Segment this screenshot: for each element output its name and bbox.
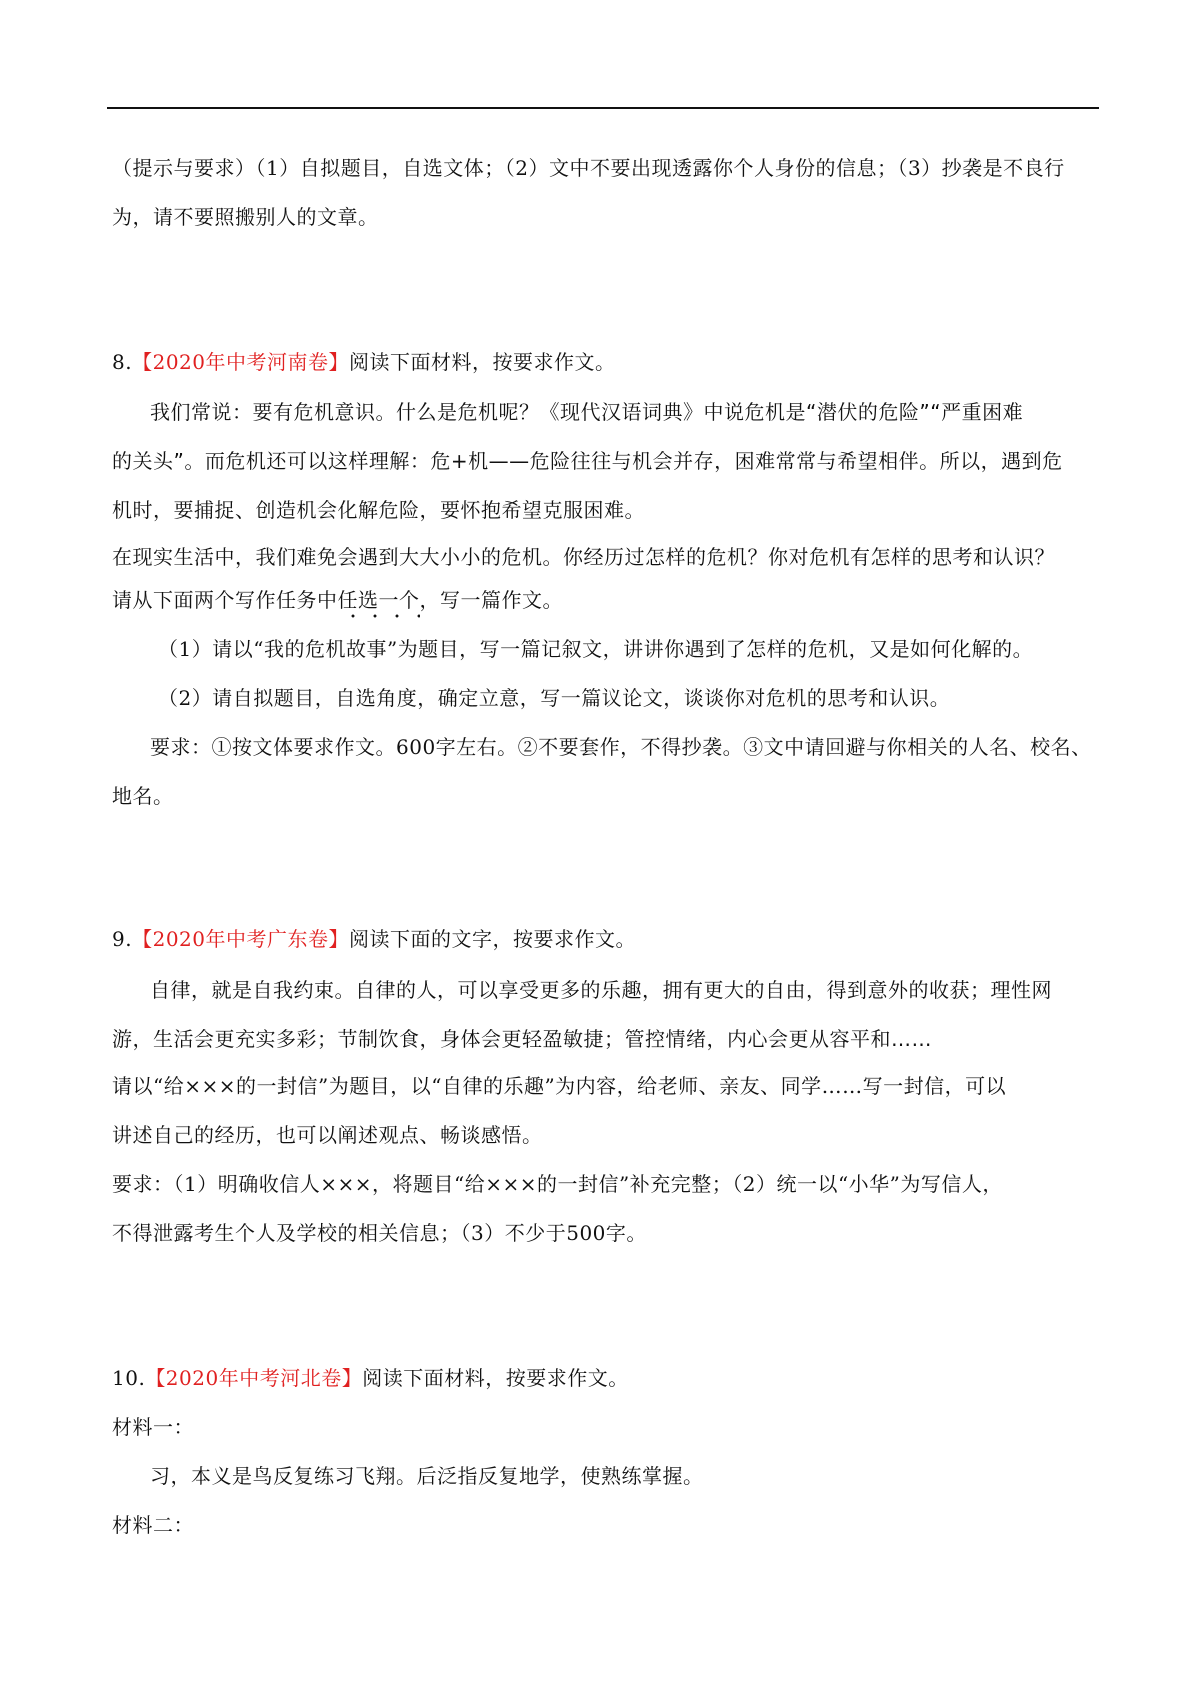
q10-material-label-2: 材料二： — [112, 1513, 194, 1537]
q8-prompt-part-a: 请从下面两个写作任务中 — [112, 588, 338, 612]
q8-requirement-line-1: 要求：①按文体要求作文。600字左右。②不要套作，不得抄袭。③文中请回避与你相关的人名、校名、 — [150, 735, 1092, 759]
q8-emphasis-text: 任选一个 — [337, 588, 420, 612]
q9-requirement-line-2: 不得泄露考生个人及学校的相关信息；（3）不少于500字。 — [112, 1221, 647, 1245]
intro-line-2: 为，请不要照搬别人的文章。 — [112, 205, 379, 229]
q10-material-label-1: 材料一： — [112, 1415, 194, 1439]
q8-number: 8. — [112, 350, 133, 374]
q8-prompt: 阅读下面材料，按要求作文。 — [349, 350, 616, 374]
q9-heading — [112, 925, 636, 953]
q8-material-line-2: 的关头”。而危机还可以这样理解：危+机——危险往往与机会并存，困难常常与希望相伴。所以，遇到危 — [112, 449, 1063, 473]
q8-prompt-line-1: 在现实生活中，我们难免会遇到大大小小的危机。你经历过怎样的危机？你对危机有怎样的思考和认识？ — [112, 545, 1055, 569]
q9-prompt-line-2: 讲述自己的经历，也可以阐述观点、畅谈感悟。 — [112, 1123, 543, 1147]
q10-number: 10. — [112, 1366, 146, 1390]
q9-requirement-line-1: 要求：（1）明确收信人×××，将题目“给×××的一封信”补充完整；（2）统一以“小华”为写信人， — [112, 1172, 1003, 1196]
q9-prompt: 阅读下面的文字，按要求作文。 — [349, 927, 636, 951]
q9-material-line-2: 游，生活会更充实多彩；节制饮食，身体会更轻盈敏捷；管控情绪，内心会更从容平和…… — [112, 1027, 932, 1051]
q8-source-tag: 【2020年中考河南卷】 — [132, 350, 349, 374]
q8-task-1: （1）请以“我的危机故事”为题目，写一篇记叙文，讲讲你遇到了怎样的危机，又是如何化解的。 — [158, 637, 1034, 661]
q9-number: 9. — [112, 927, 133, 951]
intro-line-1: （提示与要求）（1）自拟题目，自选文体；（2）文中不要出现透露你个人身份的信息；（3）抄袭是不良行 — [112, 156, 1065, 180]
q10-material-line-1: 习，本义是鸟反复练习飞翔。后泛指反复地学，使熟练掌握。 — [150, 1464, 704, 1488]
header-rule — [107, 107, 1099, 109]
q8-heading — [112, 348, 616, 376]
q8-task-2: （2）请自拟题目，自选角度，确定立意，写一篇议论文，谈谈你对危机的思考和认识。 — [158, 686, 951, 710]
q10-prompt: 阅读下面材料，按要求作文。 — [362, 1366, 629, 1390]
q9-material-line-1: 自律，就是自我约束。自律的人，可以享受更多的乐趣，拥有更大的自由，得到意外的收获；理性网 — [150, 978, 1052, 1002]
q9-prompt-line-1: 请以“给×××的一封信”为题目，以“自律的乐趣”为内容，给老师、亲友、同学……写一封信，可以 — [112, 1074, 1007, 1098]
q8-prompt-part-c: ，写一篇作文。 — [419, 588, 563, 612]
q8-prompt-line-2 — [112, 586, 563, 614]
q9-source-tag: 【2020年中考广东卷】 — [132, 927, 349, 951]
q8-requirement-line-2: 地名。 — [112, 784, 174, 808]
q10-heading — [112, 1364, 629, 1392]
q10-source-tag: 【2020年中考河北卷】 — [145, 1366, 363, 1390]
q8-material-line-1: 我们常说：要有危机意识。什么是危机呢？《现代汉语词典》中说危机是“潜伏的危险”“严重困难 — [150, 400, 1024, 424]
q8-material-line-3: 机时，要捕捉、创造机会化解危险，要怀抱希望克服困难。 — [112, 498, 645, 522]
